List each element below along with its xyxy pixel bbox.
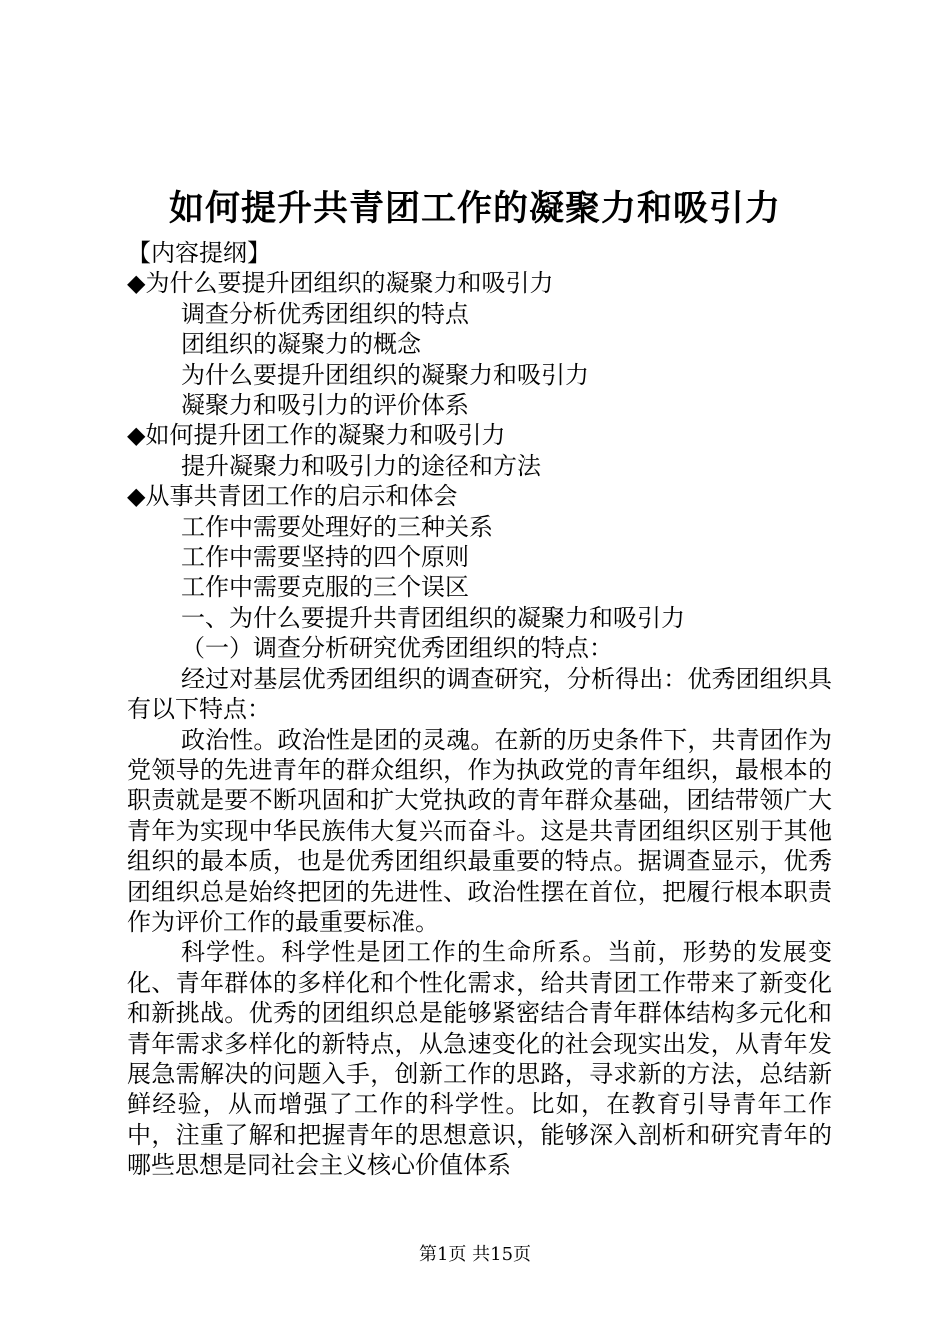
outline-item: 为什么要提升团组织的凝聚力和吸引力 bbox=[181, 360, 589, 389]
document-body bbox=[127, 238, 832, 1181]
outline-item: ◆如何提升团工作的凝聚力和吸引力 bbox=[127, 421, 506, 450]
outline-item: 凝聚力和吸引力的评价体系 bbox=[181, 391, 469, 420]
body-paragraph: 经过对基层优秀团组织的调查研究，分析得出：优秀团组织具有以下特点： bbox=[127, 664, 832, 724]
outline-heading: 【内容提纲】 bbox=[127, 239, 271, 267]
outline-item: 团组织的凝聚力的概念 bbox=[181, 330, 421, 359]
outline-item: 提升凝聚力和吸引力的途径和方法 bbox=[181, 451, 541, 480]
body-paragraph: 科学性。科学性是团工作的生命所系。当前，形势的发展变化、青年群体的多样化和个性化需求，给共青团工作带来了新变化和新挑战。优秀的团组织总是能够紧密结合青年群体结构多元化和青年需求多样化的新特点，从急速变化的社会现实出发，从青年发展急需解决的问题入手，创新工作的思路，寻求新的方法，总结新鲜经验，从而增强了工作的科学性。比如，在教育引导青年工作中，注重了解和把握青年的思想意识，能够深入剖析和研究青年的哪些思想是同社会主义核心价值体系 bbox=[127, 938, 832, 1180]
outline-item: 工作中需要处理好的三种关系 bbox=[181, 512, 493, 541]
page-footer: 第1页 共15页 bbox=[418, 1244, 532, 1265]
section-heading: 一、为什么要提升共青团组织的凝聚力和吸引力 bbox=[181, 603, 685, 632]
outline-item: ◆为什么要提升团组织的凝聚力和吸引力 bbox=[127, 269, 554, 298]
subsection-heading: （一）调查分析研究优秀团组织的特点： bbox=[181, 634, 613, 663]
outline-item: ◆从事共青团工作的启示和体会 bbox=[127, 482, 458, 511]
outline-item: 工作中需要坚持的四个原则 bbox=[181, 543, 469, 572]
outline-item: 调查分析优秀团组织的特点 bbox=[181, 299, 469, 328]
document-title: 如何提升共青团工作的凝聚力和吸引力 bbox=[168, 188, 781, 229]
outline-item: 工作中需要克服的三个误区 bbox=[181, 573, 469, 602]
body-paragraph: 政治性。政治性是团的灵魂。在新的历史条件下，共青团作为党领导的先进青年的群众组织，作为执政党的青年组织，最根本的职责就是要不断巩固和扩大党执政的青年群众基础，团结带领广大青年为实现中华民族伟大复兴而奋斗。这是共青团组织区别于其他组织的最本质，也是优秀团组织最重要的特点。据调查显示，优秀团组织总是始终把团的先进性、政治性摆在首位，把履行根本职责作为评价工作的最重要标准。 bbox=[127, 725, 832, 936]
